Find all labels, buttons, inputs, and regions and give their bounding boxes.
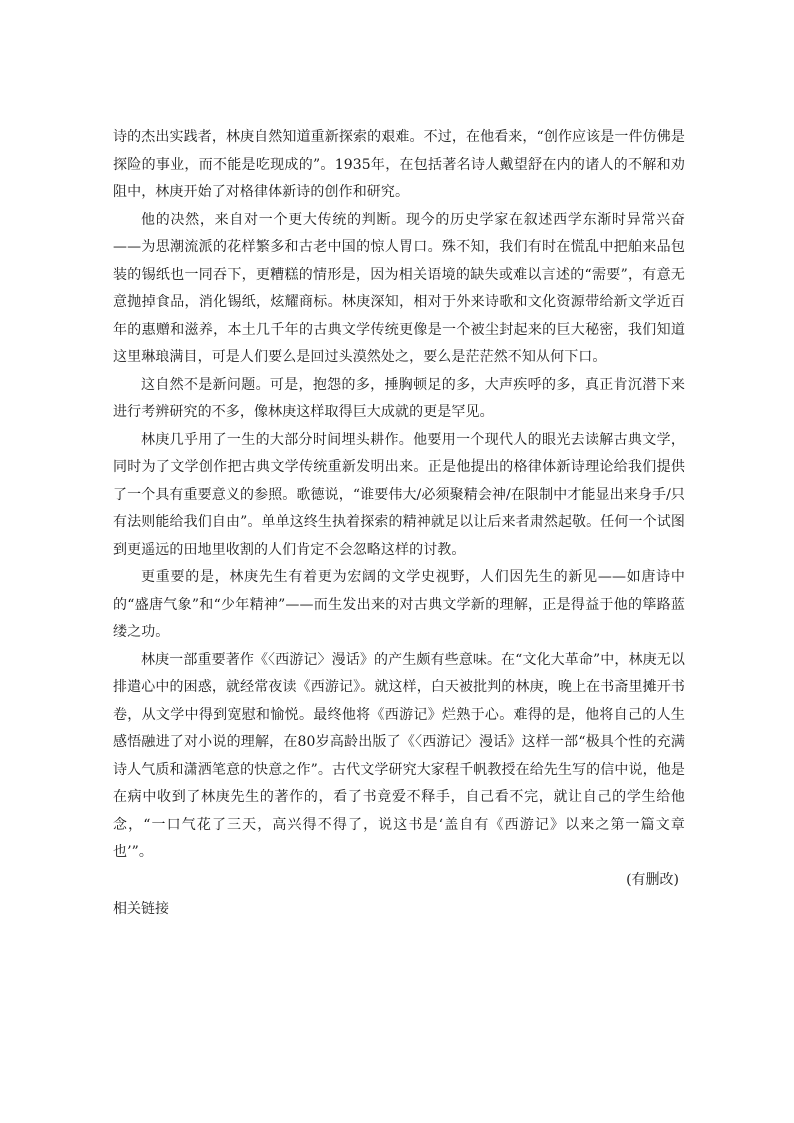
paragraph-5: 更重要的是，林庚先生有着更为宏阔的文学史视野，人们因先生的新见——如唐诗中的“盛唐气象”和“少年精神”——而生发出来的对古典文学新的理解，正是得益于他的筚路蓝缕之功。: [113, 569, 685, 640]
document-page: [113, 124, 685, 924]
source-note: (有删改): [626, 871, 679, 888]
paragraph-4: 林庚几乎用了一生的大部分时间埋头耕作。他要用一个现代人的眼光去读解古典文学，同时为了文学创作把古典文学传统重新发明出来。正是他提出的格律体新诗理论给我们提供了一个具有重要意义的参照。歌德说，“谁要伟大/必须聚精会神/在限制中才能显出来身手/只有法则能给我们自由”。单单这终生执着探索的精神就足以让后来者肃然起敬。任何一个试图到更遥远的田地里收割的人们肯定不会忽略这样的讨教。: [113, 431, 685, 558]
paragraph-3: 这自然不是新问题。可是，抱怨的多，捶胸顿足的多，大声疾呼的多，真正肯沉潜下来进行考辨研究的不多，像林庚这样取得巨大成就的更是罕见。: [113, 376, 685, 420]
paragraph-1-continued: 诗的杰出实践者，林庚自然知道重新探索的艰难。不过，在他看来，“创作应该是一件仿佛是探险的事业，而不能是吃现成的”。1935年，在包括著名诗人戴望舒在内的诸人的不解和劝阻中，林庚开始了对格律体新诗的创作和研究。: [113, 129, 685, 200]
related-links-heading: 相关链接: [113, 901, 169, 917]
paragraph-2: 他的决然，来自对一个更大传统的判断。现今的历史学家在叙述西学东渐时异常兴奋——为思潮流派的花样繁多和古老中国的惊人胃口。殊不知，我们有时在慌乱中把舶来品包装的锡纸也一同吞下，更糟糕的情形是，因为相关语境的缺失或难以言述的“需要”，有意无意抛掉食品，消化锡纸，炫耀商标。林庚深知，相对于外来诗歌和文化资源带给新文学近百年的惠赠和滋养，本土几千年的古典文学传统更像是一个被尘封起来的巨大秘密，我们知道这里琳琅满目，可是人们要么是回过头漠然处之，要么是茫茫然不知从何下口。: [113, 211, 685, 365]
paragraph-6: 林庚一部重要著作《〈西游记〉漫话》的产生颇有些意味。在“文化大革命”中，林庚无以排遣心中的困惑，就经常夜读《西游记》。就这样，白天被批判的林庚，晚上在书斋里摊开书卷，从文学中得到宽慰和愉悦。最终他将《西游记》烂熟于心。难得的是，他将自己的人生感悟融进了对小说的理解，在80岁高龄出版了《〈西游记〉漫话》这样一部“极具个性的充满诗人气质和潇洒笔意的快意之作”。古代文学研究大家程千帆教授在给先生写的信中说，他是在病中收到了林庚先生的著作的，看了书竟爱不释手，自己看不完，就让自己的学生给他念，“一口气花了三天，高兴得不得了，说这书是‘盖自有《西游记》以来之第一篇文章也’”。: [113, 651, 685, 860]
